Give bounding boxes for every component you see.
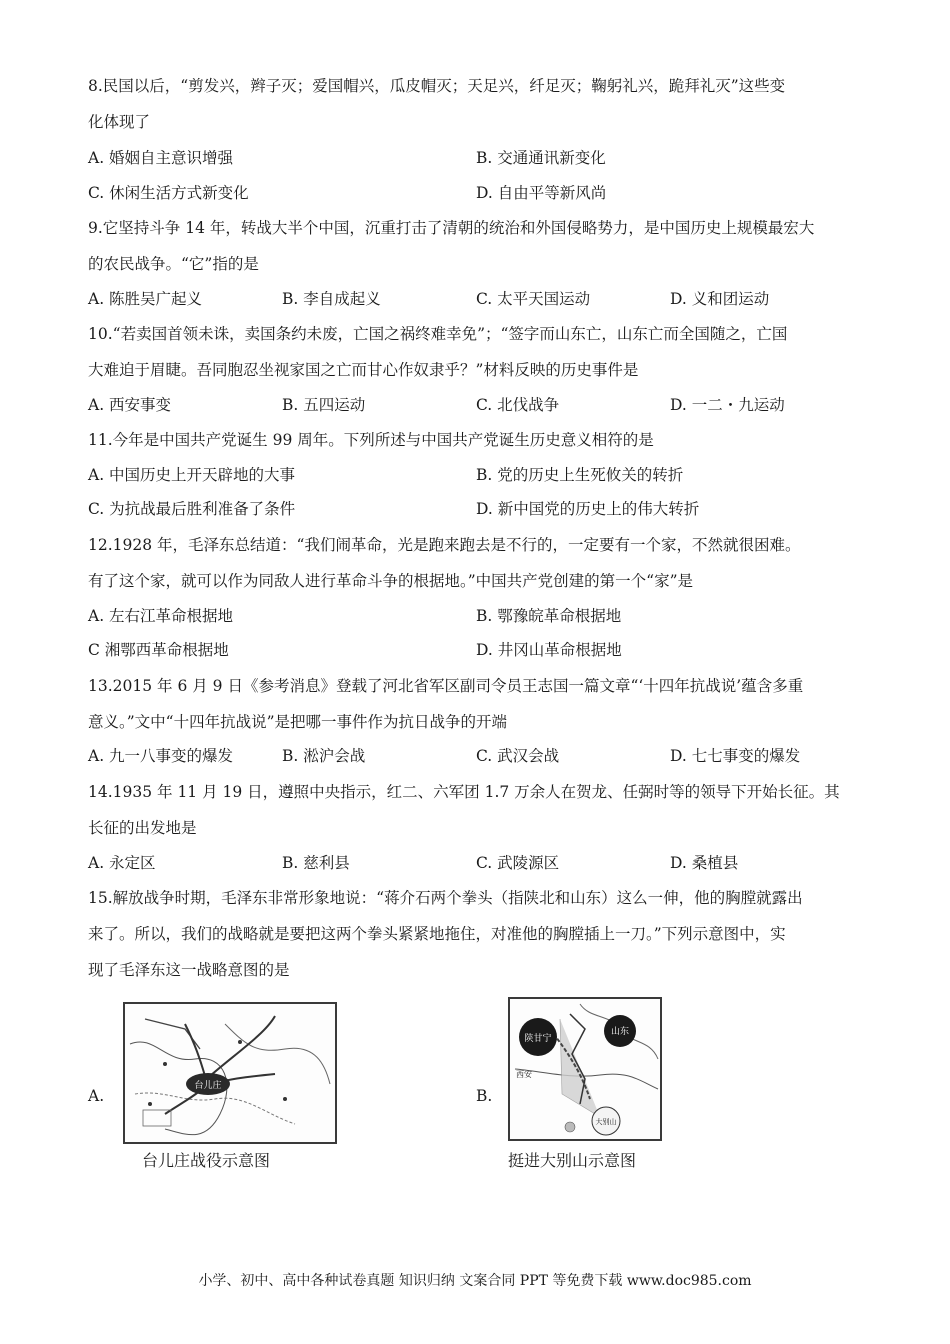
shandong-label: 山东	[610, 1027, 630, 1037]
q9-option-c: C. 太平天国运动	[476, 290, 591, 308]
q13-stem-line2: 意义。”文中“十四年抗战说”是把哪一事件作为抗日战争的开端	[88, 713, 508, 731]
q8-option-a: A. 婚姻自主意识增强	[88, 149, 234, 167]
q8-stem-line1: 8.民国以后，“剪发兴，辫子灭；爱国帽兴，瓜皮帽灭；天足兴，纤足灭；鞠躬礼兴，跪拜礼灭”这些变	[88, 77, 786, 95]
q13-option-b: B. 淞沪会战	[282, 747, 366, 765]
figure-b-caption: 挺进大别山示意图	[508, 1151, 637, 1170]
q8-option-d: D. 自由平等新风尚	[476, 184, 607, 202]
q15-stem-line1: 15.解放战争时期，毛泽东非常形象地说：“蒋介石两个拳头（指陕北和山东）这么一伸，他的胸膛就露出	[88, 889, 803, 907]
q10-option-c: C. 北伐战争	[476, 396, 560, 414]
shaanganning-label: 陕甘宁	[524, 1034, 552, 1044]
taierzhuang-map	[123, 1002, 337, 1144]
q12-option-d: D. 井冈山革命根据地	[476, 641, 622, 659]
q11-option-b: B. 党的历史上生死攸关的转折	[476, 466, 684, 484]
q13-stem-line1: 13.2015 年 6 月 9 日《参考消息》登载了河北省军区副司令员王志国一篇文章“‘十四年抗战说’蕴含多重	[88, 677, 804, 695]
q10-option-a: A. 西安事变	[88, 396, 172, 414]
q11-option-d: D. 新中国党的历史上的伟大转折	[476, 500, 700, 518]
q12-option-c: C 湘鄂西革命根据地	[88, 641, 229, 659]
q9-stem-line2: 的农民战争。“它”指的是	[88, 255, 259, 273]
q14-stem-line2: 长征的出发地是	[88, 819, 197, 837]
q10-stem-line1: 10.“若卖国首领未诛，卖国条约未废，亡国之祸终难幸免”；“签字而山东亡，山东亡而全国随之，亡国	[88, 325, 788, 343]
q9-stem-line1: 9.它坚持斗争 14 年，转战大半个中国，沉重打击了清朝的统治和外国侵略势力，是中国历史上规模最宏大	[88, 219, 815, 237]
taierzhuang-label: 台儿庄	[194, 1081, 222, 1091]
q10-option-d: D. 一二・九运动	[670, 396, 785, 414]
q9-option-b: B. 李自成起义	[282, 290, 381, 308]
q8-option-c: C. 休闲生活方式新变化	[88, 184, 249, 202]
q14-option-d: D. 桑植县	[670, 854, 739, 872]
q15-option-a-label: A.	[88, 1087, 105, 1105]
q9-option-a: A. 陈胜吴广起义	[88, 290, 203, 308]
q15-stem-line2: 来了。所以，我们的战略就是要把这两个拳头紧紧地拖住，对准他的胸膛插上一刀。”下列示意图中，实	[88, 925, 786, 943]
q13-option-a: A. 九一八事变的爆发	[88, 747, 234, 765]
dabieshan-label: 大别山	[595, 1118, 617, 1126]
q10-stem-line2: 大难迫于眉睫。吾同胞忍坐视家国之亡而甘心作奴隶乎？”材料反映的历史事件是	[88, 361, 639, 379]
q10-option-b: B. 五四运动	[282, 396, 366, 414]
q12-stem-line1: 12.1928 年，毛泽东总结道：“我们闹革命，光是跑来跑去是不行的，一定要有一个家，不然就很困难。	[88, 536, 801, 554]
figure-a-caption: 台儿庄战役示意图	[142, 1151, 271, 1170]
q13-option-d: D. 七七事变的爆发	[670, 747, 801, 765]
dabieshan-map	[508, 997, 662, 1141]
q15-stem-line3: 现了毛泽东这一战略意图的是	[88, 961, 290, 979]
taierzhuang-map-drawing	[125, 1004, 335, 1142]
q11-option-c: C. 为抗战最后胜利准备了条件	[88, 500, 296, 518]
q9-option-d: D. 义和团运动	[670, 290, 770, 308]
q11-stem-line1: 11.今年是中国共产党诞生 99 周年。下列所述与中国共产党诞生历史意义相符的是	[88, 431, 654, 449]
q13-option-c: C. 武汉会战	[476, 747, 560, 765]
q11-option-a: A. 中国历史上开天辟地的大事	[88, 466, 296, 484]
q15-option-b-label: B.	[476, 1087, 493, 1105]
dabieshan-map-drawing	[510, 999, 660, 1139]
q14-option-c: C. 武陵源区	[476, 854, 560, 872]
q12-option-b: B. 鄂豫皖革命根据地	[476, 607, 622, 625]
xian-label: 西安	[516, 1070, 532, 1079]
q12-stem-line2: 有了这个家，就可以作为同敌人进行革命斗争的根据地。”中国共产党创建的第一个“家”是	[88, 572, 694, 590]
q14-option-a: A. 永定区	[88, 854, 156, 872]
q8-stem-line2: 化体现了	[88, 113, 151, 131]
q12-option-a: A. 左右江革命根据地	[88, 607, 234, 625]
q14-option-b: B. 慈利县	[282, 854, 350, 872]
page-footer: 小学、初中、高中各种试卷真题 知识归纳 文案合同 PPT 等免费下载 www.doc985.com	[198, 1273, 752, 1289]
q14-stem-line1: 14.1935 年 11 月 19 日，遵照中央指示，红二、六军团 1.7 万余人在贺龙、任弼时等的领导下开始长征。其	[88, 783, 840, 801]
q8-option-b: B. 交通通讯新变化	[476, 149, 606, 167]
